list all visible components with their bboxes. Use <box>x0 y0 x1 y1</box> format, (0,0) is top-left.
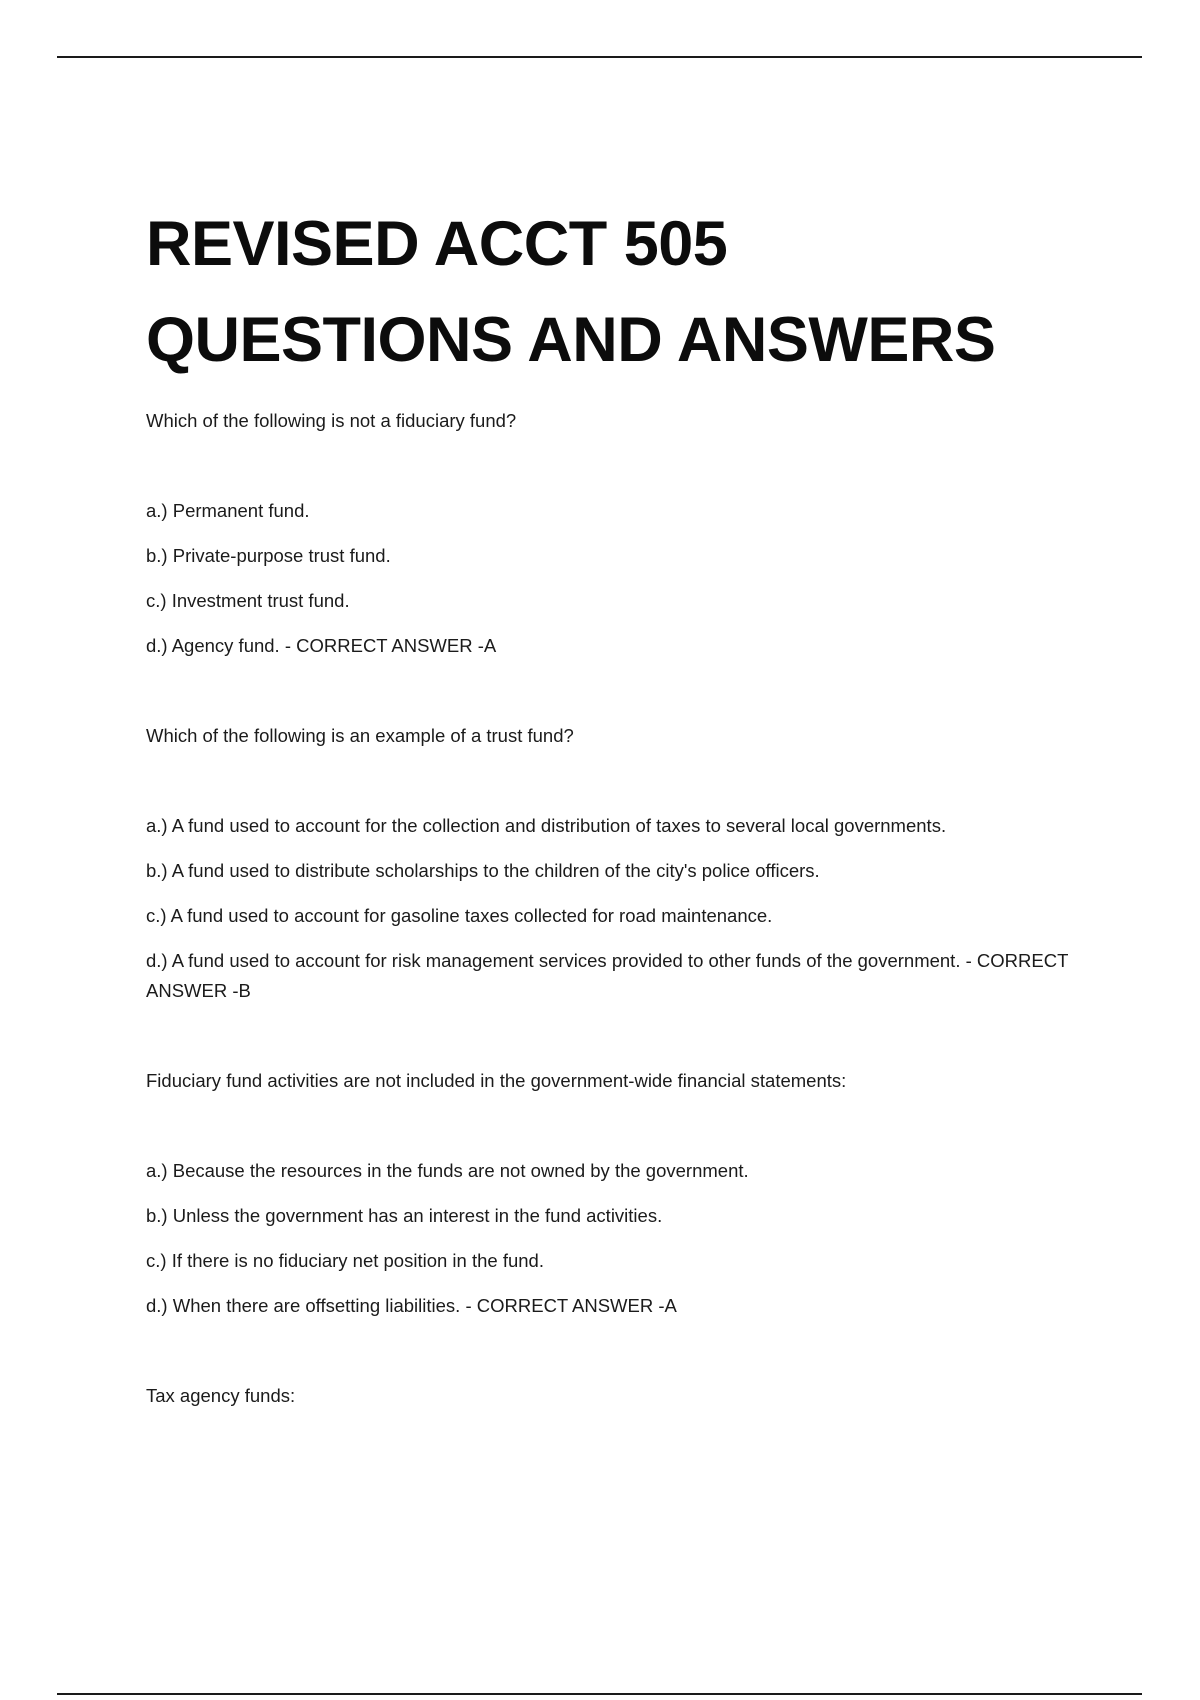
document-title: REVISED ACCT 505 QUESTIONS AND ANSWERS <box>146 209 996 375</box>
answer-option: c.) A fund used to account for gasoline taxes collected for road maintenance. <box>146 905 773 926</box>
answer-option: a.) Permanent fund. <box>146 500 310 521</box>
answer-option: b.) Unless the government has an interest in the fund activities. <box>146 1205 663 1226</box>
answer-option: c.) If there is no fiduciary net position in the fund. <box>146 1250 544 1271</box>
footer-rule <box>57 1693 1142 1695</box>
question-text: Which of the following is an example of a trust fund? <box>146 725 574 746</box>
question-block <box>146 1381 1076 1411</box>
answer-option: c.) Investment trust fund. <box>146 590 350 611</box>
answer-option: b.) A fund used to distribute scholarships to the children of the city's police officers. <box>146 860 820 881</box>
question-block <box>146 1066 1076 1321</box>
question-block <box>146 406 1076 661</box>
answer-option: b.) Private-purpose trust fund. <box>146 545 391 566</box>
question-text: Fiduciary fund activities are not included in the government-wide financial statements: <box>146 1070 847 1091</box>
answer-option-correct: d.) When there are offsetting liabilities. - CORRECT ANSWER -A <box>146 1295 677 1316</box>
answer-option-correct: d.) A fund used to account for risk management services provided to other funds of the government. - CORRECT ANSWER -B <box>146 950 1069 1001</box>
question-block <box>146 721 1076 1006</box>
header-rule <box>57 56 1142 58</box>
question-text: Which of the following is not a fiduciary fund? <box>146 410 517 431</box>
answer-option: a.) Because the resources in the funds are not owned by the government. <box>146 1160 749 1181</box>
question-text: Tax agency funds: <box>146 1385 296 1406</box>
answer-option: a.) A fund used to account for the collection and distribution of taxes to several local governments. <box>146 815 947 836</box>
document-body <box>146 196 1076 1411</box>
answer-option-correct: d.) Agency fund. - CORRECT ANSWER -A <box>146 635 497 656</box>
